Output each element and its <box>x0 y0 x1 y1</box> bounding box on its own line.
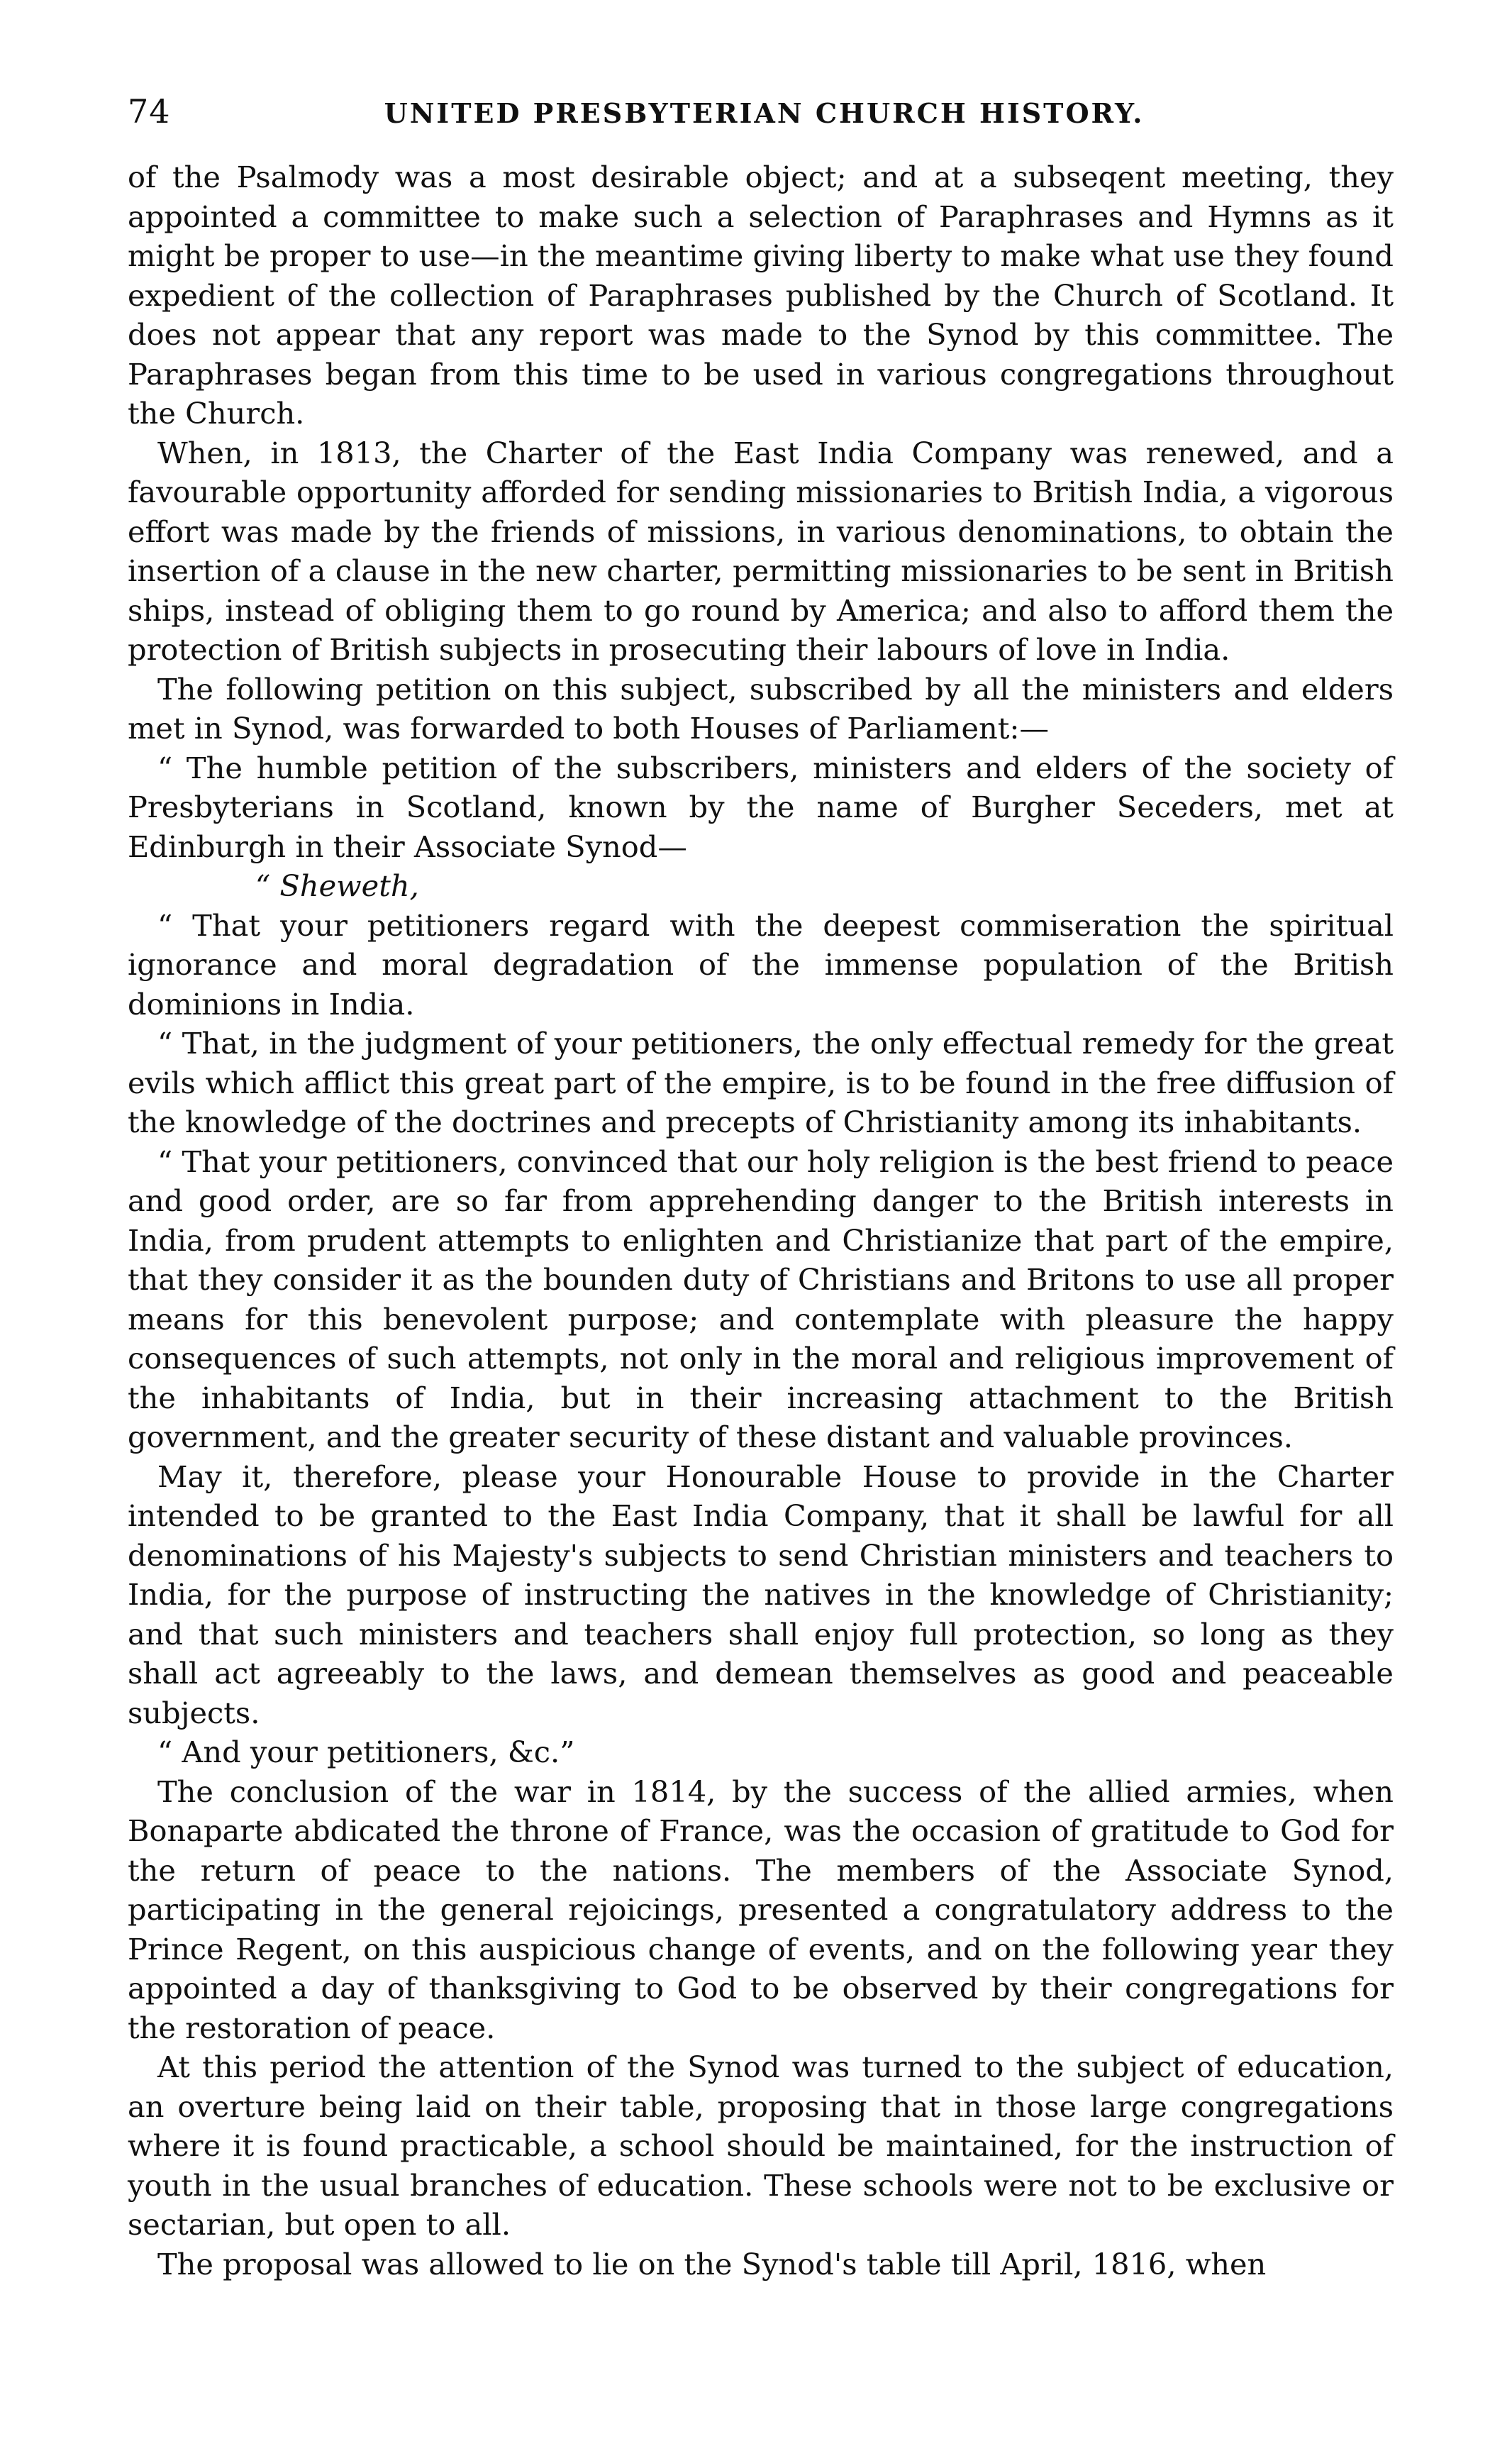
petition-paragraph: “ That, in the judgment of your petitioners, the only effectual remedy for the great evils which afflict this great part of the empire, is to be found in the free diffusion of the knowledge of the doctrines and precepts of Christianity among its inhabitants. <box>128 1026 1394 1139</box>
petition-paragraph: “ That your petitioners, convinced that our holy religion is the best friend to peace and good order, are so far from apprehending danger to the British interests in India, from prudent attempts to enlighten and Christianize that part of the empire, that they consider it as the bounden duty of Christians and Britons to use all proper means for this benevolent purpose; and contemplate with pleasure the happy consequences of such attempts, not only in the moral and religious improvement of the inhabitants of India, but in their increasing attachment to the British government, and the greater security of these distant and valuable provinces. <box>128 1144 1394 1454</box>
body-text <box>128 157 1394 2284</box>
petition-closing: “ And your petitioners, &c.” <box>157 1735 575 1769</box>
paragraph: The following petition on this subject, subscribed by all the ministers and elders met in Synod, was forwarded to both Houses of Parliament:— <box>128 671 1394 746</box>
running-title: UNITED PRESBYTERIAN CHURCH HISTORY. <box>384 97 1145 129</box>
running-head <box>128 92 1394 143</box>
petition-opening: “ The humble petition of the subscribers, ministers and elders of the society of Presbyterians in Scotland, known by the name of Burgher Seceders, met at Edinburgh in their Associate Synod— <box>128 750 1394 864</box>
paragraph: At this period the attention of the Synod was turned to the subject of education, an overture being laid on their table, proposing that in those large congregations where it is found practicable, a school should be maintained, for the instruction of youth in the usual branches of education. These schools were not to be exclusive or sectarian, but open to all. <box>128 2050 1394 2242</box>
petition-paragraph: May it, therefore, please your Honourable House to provide in the Charter intended to be granted to the East India Company, that it shall be lawful for all denominations of his Majesty's subjects to send Christian ministers and teachers to India, for the purpose of instructing the natives in the knowledge of Christianity; and that such ministers and teachers shall enjoy full protection, so long as they shall act agreeably to the laws, and demean themselves as good and peaceable subjects. <box>128 1459 1394 1730</box>
paragraph: The proposal was allowed to lie on the Synod's table till April, 1816, when <box>157 2246 1267 2282</box>
paragraph: When, in 1813, the Charter of the East India Company was renewed, and a favourable opportunity afforded for sending missionaries to British India, a vigorous effort was made by the friends of missions, in various denominations, to obtain the insertion of a clause in the new charter, permitting missionaries to be sent in British ships, instead of obliging them to go round by America; and also to afford them the protection of British subjects in prosecuting their labours of love in India. <box>128 435 1394 667</box>
book-page <box>128 92 1394 2284</box>
paragraph: of the Psalmody was a most desirable object; and at a subseqent meeting, they appointed a committee to make such a selection of Paraphrases and Hymns as it might be proper to use—in the meantime giving liberty to make what use they found expedient of the collection of Paraphrases published by the Church of Scotland. It does not appear that any report was made to the Synod by this committee. The Paraphrases began from this time to be used in various congregations throughout the Church. <box>128 160 1394 431</box>
page-number: 74 <box>128 92 171 131</box>
petition-paragraph: “ That your petitioners regard with the deepest commiseration the spiritual ignorance and moral degradation of the immense population of the British dominions in India. <box>128 907 1394 1022</box>
petition-salutation: “ Sheweth, <box>255 868 419 903</box>
paragraph: The conclusion of the war in 1814, by the success of the allied armies, when Bonaparte abdicated the throne of France, was the occasion of gratitude to God for the return of peace to the nations. The members of the Associate Synod, participating in the general rejoicings, presented a congratulatory address to the Prince Regent, on this auspicious change of events, and on the following year they appointed a day of thanksgiving to God to be observed by their congregations for the restoration of peace. <box>128 1774 1394 2045</box>
